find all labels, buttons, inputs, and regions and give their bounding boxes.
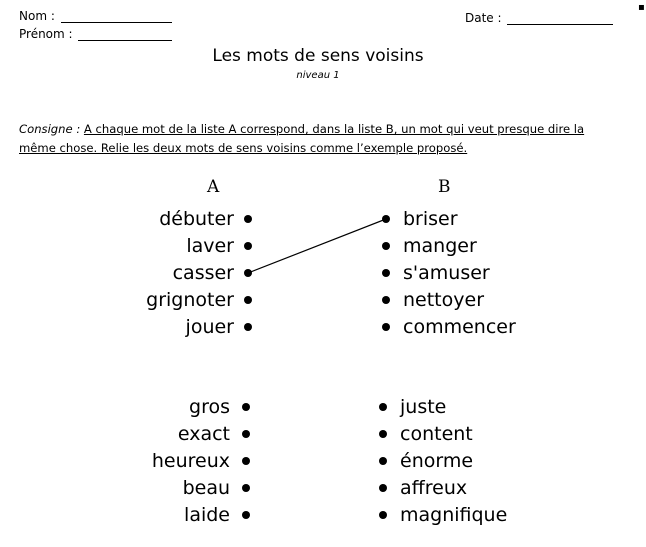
left-word: laide — [184, 504, 230, 526]
left-word: beau — [182, 477, 230, 499]
left-word: débuter — [159, 208, 234, 230]
right-word: énorme — [400, 450, 474, 472]
column-a-header: A — [207, 177, 220, 197]
left-word: gros — [189, 396, 230, 418]
right-word: affreux — [400, 477, 468, 499]
right-word: manger — [403, 235, 477, 257]
right-word: content — [400, 423, 473, 445]
left-word: casser — [172, 262, 234, 284]
right-word: magnifique — [400, 504, 508, 526]
right-dot[interactable] — [379, 511, 387, 519]
right-word: s'amuser — [403, 262, 490, 284]
column-b-header: B — [438, 177, 451, 197]
right-word: juste — [400, 396, 447, 418]
instruction-label: Consigne : — [19, 122, 81, 136]
right-dot[interactable] — [379, 484, 387, 492]
right-dot[interactable] — [379, 430, 387, 438]
right-word: commencer — [403, 316, 516, 338]
left-word: laver — [186, 235, 234, 257]
left-dot[interactable] — [242, 484, 250, 492]
left-dot[interactable] — [242, 403, 250, 411]
date-label: Date : — [465, 11, 502, 25]
name-label: Nom : — [19, 9, 55, 23]
left-dot[interactable] — [242, 430, 250, 438]
firstname-label: Prénom : — [19, 27, 73, 41]
left-word: grignoter — [146, 289, 234, 311]
left-word: exact — [177, 423, 230, 445]
instruction-text-1: A chaque mot de la liste A correspond, dans la liste B, un mot qui veut presque dire la — [83, 122, 585, 136]
right-word: briser — [403, 208, 458, 230]
left-dot[interactable] — [242, 511, 250, 519]
worksheet-level: niveau 1 — [296, 70, 340, 81]
instruction-text-2: même chose. Relie les deux mots de sens voisins comme l’exemple proposé. — [19, 141, 468, 155]
page-corner-mark: ▪ — [638, 2, 645, 13]
right-dot[interactable] — [379, 457, 387, 465]
right-dot[interactable] — [379, 403, 387, 411]
worksheet-title: Les mots de sens voisins — [212, 46, 424, 66]
left-word: jouer — [185, 316, 234, 338]
left-word: heureux — [151, 450, 230, 472]
example-link-line — [248, 219, 386, 273]
left-dot[interactable] — [242, 457, 250, 465]
right-word: nettoyer — [403, 289, 485, 311]
